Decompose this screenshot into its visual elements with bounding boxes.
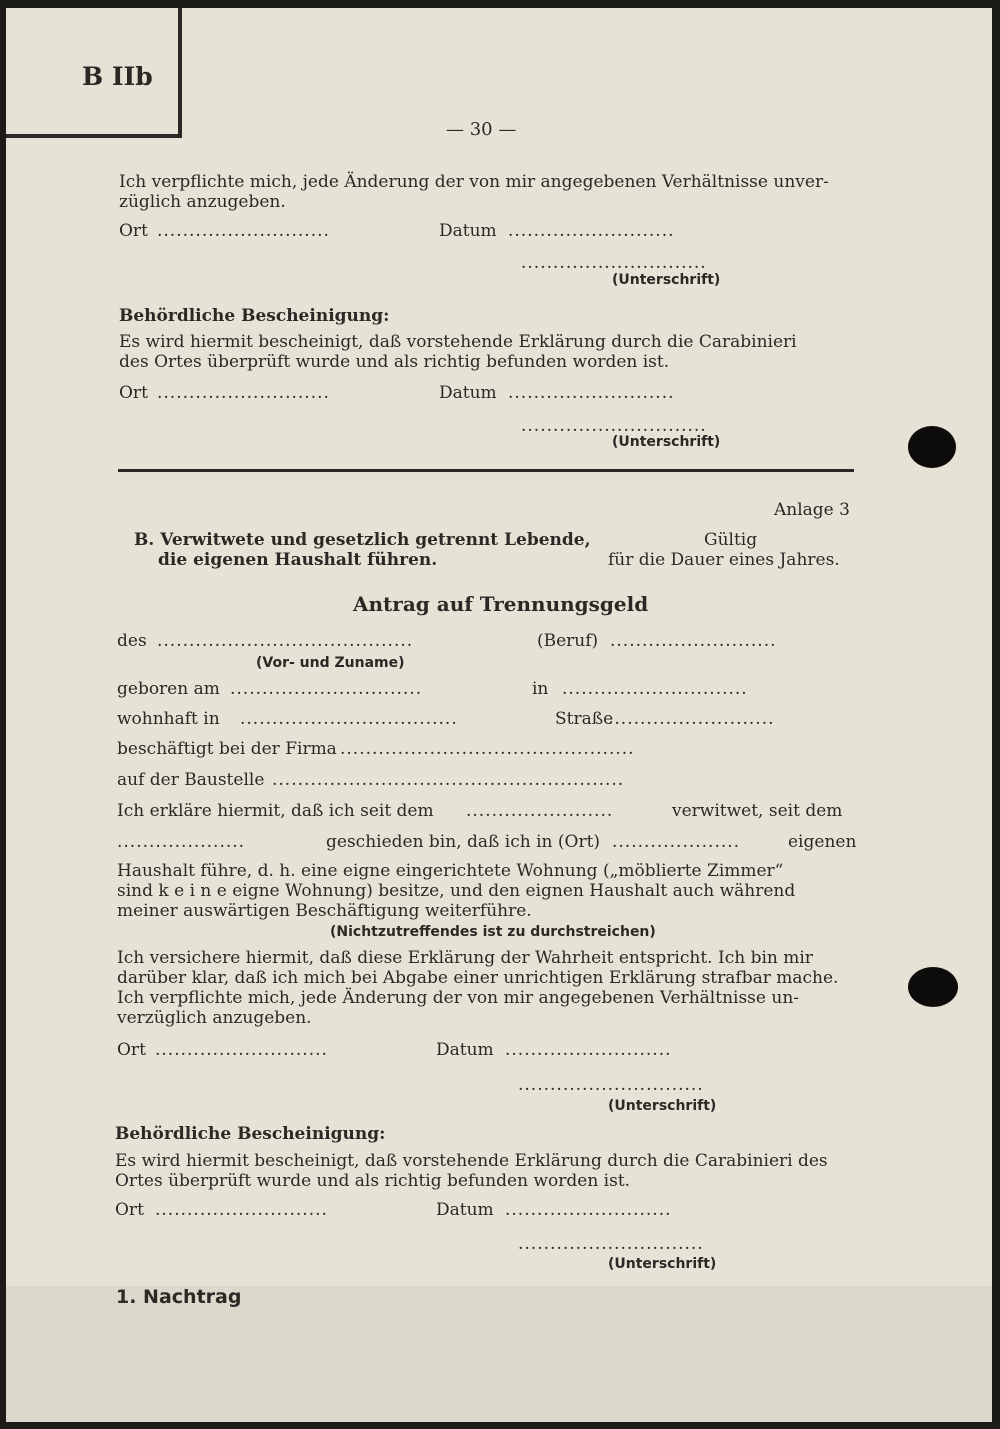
authority-line-1: Es wird hiermit bescheinigt, daß vorstehende Erklärung durch die Carabinieri des — [115, 1151, 828, 1171]
section-divider — [118, 469, 854, 472]
form-code: B IIb — [82, 62, 153, 91]
geschieden-label: geschieden bin, daß ich in (Ort) — [326, 832, 601, 852]
assurance-line-4: verzüglich anzugeben. — [117, 1008, 312, 1028]
geboren-label: geboren am — [117, 679, 220, 699]
verwitwet-label: verwitwet, seit dem — [672, 801, 843, 821]
datum-field: .......................... — [505, 1200, 672, 1220]
ort-field: ........................... — [155, 1040, 328, 1060]
signature-label: (Unterschrift) — [608, 1256, 717, 1272]
ort-label: Ort — [119, 383, 148, 403]
category-line-2: die eigenen Haushalt führen. — [158, 550, 438, 570]
signature-label: (Unterschrift) — [612, 272, 721, 288]
declaration-label: Ich erkläre hiermit, daß ich seit dem — [117, 801, 434, 821]
assurance-line-3: Ich verpflichte mich, jede Änderung der von mir angegebenen Verhältnisse un- — [117, 988, 800, 1008]
strasse-field: .......................... — [608, 709, 775, 729]
firma-field: .............................................. — [340, 739, 635, 759]
body-line-2: sind k e i n e eigne Wohnung) besitze, und den eignen Haushalt auch während — [117, 881, 796, 901]
eigenen-label: eigenen — [788, 832, 857, 852]
signature-label: (Unterschrift) — [612, 434, 721, 450]
signature-label: (Unterschrift) — [608, 1098, 717, 1114]
ort-field: ........................... — [157, 383, 330, 403]
firma-label: beschäftigt bei der Firma — [117, 739, 337, 759]
signature-line: ............................. — [518, 1075, 704, 1095]
body-line-3: meiner auswärtigen Beschäftigung weiterführe. — [117, 901, 532, 921]
beruf-field: .......................... — [610, 631, 777, 651]
name-hint: (Vor- und Zuname) — [256, 655, 405, 671]
des-label: des — [117, 631, 147, 651]
page-number: — 30 — — [446, 119, 517, 140]
authority-line-2: des Ortes überprüft wurde und als richtig befunden worden ist. — [119, 352, 670, 372]
validity-line-1: Gültig — [704, 530, 758, 550]
divorced-date-field: .................... — [117, 832, 246, 852]
in-label: in — [532, 679, 549, 699]
ort-field: ........................... — [155, 1200, 328, 1220]
assurance-line-1: Ich versichere hiermit, daß diese Erklärung der Wahrheit entspricht. Ich bin mir — [117, 948, 813, 968]
datum-label: Datum — [436, 1200, 494, 1220]
beruf-label: (Beruf) — [537, 631, 599, 651]
ort-field: ........................... — [157, 221, 330, 241]
category-line-1: B. Verwitwete und gesetzlich getrennt Lebende, — [134, 530, 591, 550]
form-title: Antrag auf Trennungsgeld — [353, 592, 649, 616]
datum-field: .......................... — [508, 383, 675, 403]
household-place-field: .................... — [612, 832, 741, 852]
signature-line: ............................. — [521, 416, 707, 436]
datum-field: .......................... — [505, 1040, 672, 1060]
authority-line-2: Ortes überprüft wurde und als richtig befunden worden ist. — [115, 1171, 631, 1191]
datum-label: Datum — [439, 221, 497, 241]
geboren-field: .............................. — [230, 679, 423, 699]
baustelle-label: auf der Baustelle — [117, 770, 265, 790]
datum-label: Datum — [439, 383, 497, 403]
authority-line-1: Es wird hiermit bescheinigt, daß vorstehende Erklärung durch die Carabinieri — [119, 332, 797, 352]
signature-line: ............................. — [518, 1234, 704, 1254]
wohnhaft-field: .................................. — [240, 709, 458, 729]
datum-field: .......................... — [508, 221, 675, 241]
strike-note: (Nichtzutreffendes ist zu durchstreichen) — [330, 924, 656, 940]
anlage-label: Anlage 3 — [774, 500, 850, 520]
datum-label: Datum — [436, 1040, 494, 1060]
punch-hole — [908, 426, 956, 468]
validity-line-2: für die Dauer eines Jahres. — [608, 550, 840, 570]
pledge-line-2: züglich anzugeben. — [119, 192, 286, 212]
ort-label: Ort — [117, 1040, 146, 1060]
body-line-1: Haushalt führe, d. h. eine eigne eingerichtete Wohnung („möblierte Zimmer“ — [117, 861, 784, 881]
signature-line: ............................. — [521, 253, 707, 273]
since-date-field: ....................... — [466, 801, 614, 821]
name-field: ........................................ — [157, 631, 414, 651]
in-field: ............................. — [562, 679, 748, 699]
ort-label: Ort — [119, 221, 148, 241]
authority-title: Behördliche Bescheinigung: — [119, 306, 390, 326]
assurance-line-2: darüber klar, daß ich mich bei Abgabe einer unrichtigen Erklärung strafbar mache. — [117, 968, 839, 988]
strasse-label: Straße — [555, 709, 614, 729]
authority-title: Behördliche Bescheinigung: — [115, 1124, 386, 1144]
supplement-label: 1. Nachtrag — [116, 1286, 242, 1308]
pledge-line-1: Ich verpflichte mich, jede Änderung der von mir angegebenen Verhältnisse unver- — [119, 172, 829, 192]
punch-hole — [908, 967, 958, 1007]
baustelle-field: ....................................................... — [272, 770, 625, 790]
ort-label: Ort — [115, 1200, 144, 1220]
wohnhaft-label: wohnhaft in — [117, 709, 220, 729]
document-page — [6, 8, 992, 1422]
